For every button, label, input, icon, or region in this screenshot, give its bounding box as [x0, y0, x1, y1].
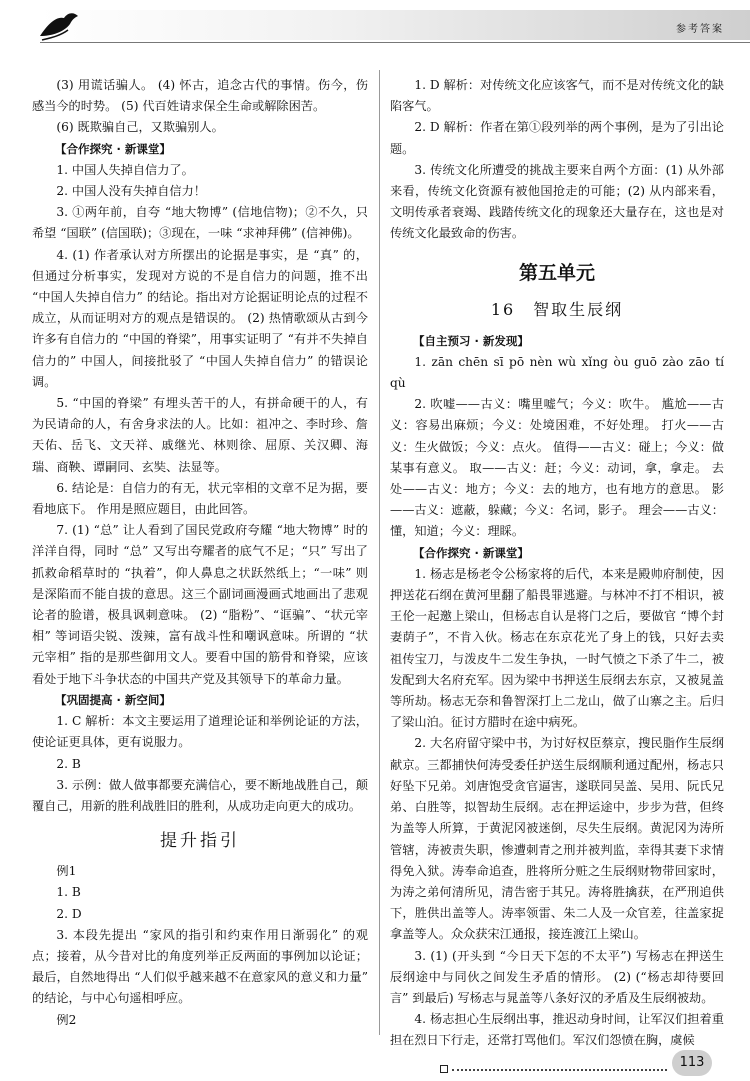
- answer-paragraph: (6) 既欺骗自己，又欺骗别人。: [56, 120, 224, 135]
- section-heading: 【自主预习 · 新发现】: [413, 333, 529, 348]
- answer-paragraph: 4. (1) 作者承认对方所摆出的论据是事实，是 “真” 的，但通过分析事实，发现对方说的不是自信力的问题，推不出 “中国人失掉自信力” 的结论。指出对方论据证明论点的过程不成立，从而证明对方的观点是错误的。 (2) 热情歌颂从古到今许多有自信力的 “中国的脊梁”，用事实证明了 “有并不失掉自信力的” 中国人，间接批驳了 “中国人失掉自信力” 的错误论调。: [32, 247, 368, 389]
- answer-paragraph: 2. 大名府留守梁中书，为讨好权臣蔡京，搜民脂作生辰纲献京。三都捕快何涛受委任护送生辰纲顺利通过配州，杨志只好坠下兄弟。刘唐饱受贪官逼害，遂联同吴盖、吴用、阮氏兄弟、白胜等，拟智劫生辰纲。志在押运途中，步步为营，但终为盖等人所算，于黄泥冈被迷倒，尽失生辰纲。黄泥冈为涛所管辖，涛被责失职，惨遭刺青之刑并被判监，幸得其妻下求情得免入狱。涛奉命追查，胜将所分赃之生辰纲财物带回家时，为涛之弟何清所见，清告密于其兄。涛将胜擒获，在严刑追供下，胜供出盖等人。涛率领雷、朱二人及一众官差，往盖家捉拿盖等人。众众获宋江通报，接连渡江上梁山。: [390, 736, 724, 942]
- answer-paragraph: 4. 杨志担心生辰纲出事，推迟动身时间，让军汉们担着重担在烈日下行走，还常打骂他们。军汉们怨愤在胸，虞候: [390, 1012, 724, 1048]
- answer-paragraph: 5. “中国的脊梁” 有埋头苦干的人，有拼命硬干的人，有为民请命的人，有舍身求法的人。比如：祖冲之、李时珍、詹天佑、岳飞、文天祥、戚继光、林则徐、屈原、关汉卿、海瑞、商鞅、谭嗣同、玄奘、法显等。: [32, 396, 368, 474]
- answer-paragraph: 2. D 解析：作者在第①段列举的两个事例，是为了引出论题。: [390, 120, 724, 156]
- answer-paragraph: 1. zān chēn sī pō nèn wù xǐng òu guō zào zāo tí qù: [390, 354, 724, 391]
- section-heading: 【合作探究 · 新课堂】: [413, 545, 529, 560]
- answer-paragraph: 1. B: [56, 885, 81, 900]
- answer-paragraph: 2. 中国人没有失掉自信力！: [56, 184, 206, 199]
- answer-paragraph: (3) 用谎话骗人。 (4) 怀古，追念古代的事情。伤今，伤感当今的时势。 (5) 代百姓请求保全生命或解除困苦。: [32, 78, 368, 114]
- page-number: 113: [672, 1050, 712, 1076]
- answer-paragraph: 6. 结论是：自信力的有无，状元宰相的文章不足为据，要看地底下。 作用是照应题目，由此回答。: [32, 480, 368, 517]
- right-column: [390, 75, 724, 1052]
- column-divider: [379, 70, 380, 1035]
- answer-paragraph: 2. B: [56, 756, 81, 771]
- answer-paragraph: 2. D: [56, 906, 82, 921]
- footer-square-icon: [440, 1065, 448, 1073]
- bird-logo-icon: [34, 6, 84, 46]
- answer-paragraph: 1. D 解析：对传统文化应该客气，而不是对传统文化的缺陷客气。: [390, 78, 724, 114]
- header-band: [40, 10, 750, 40]
- example-label: 例2: [56, 1012, 77, 1027]
- footer-dotted-line: [452, 1069, 667, 1071]
- answer-paragraph: 3. 传统文化所遭受的挑战主要来自两个方面：(1) 从外部来看，传统文化资源有被他国抢走的可能；(2) 从内部来看，文明传承者衰竭、践踏传统文化的现象还大量存在，这也是对传统文化最致命的伤害。: [390, 162, 724, 241]
- answer-paragraph: 2. 吹嘘——古义：嘴里嘘气；今义：吹牛。 尴尬——古义：容易出麻烦；今义：处境困难，不好处理。 打火——古义：生火做饭；今义：点火。 值得——古义：碰上；今义：做某事有意义。 取——古义：赶；今义：动词，拿，拿走。 去处——古义：地方；今义：去的地方，也有地方的意思。 影——古义：遮蔽，躲藏；今义：名词，影子。 理会——古义：懂，知道；今义：理睬。: [390, 397, 724, 539]
- answer-paragraph: 1. C 解析：本文主要运用了道理论证和举例论证的方法，使论证更具体，更有说服力。: [32, 714, 368, 750]
- answer-paragraph: 1. 中国人失掉自信力了。: [56, 162, 194, 177]
- answer-paragraph: 3. 本段先提出 “家风的指引和约束作用日渐弱化” 的观点；接着，从今昔对比的角度列举正反两面的事例加以论证；最后，自然地得出 “人们似乎越来越不在意家风的意义和力量” 的结论，与中心句遥相呼应。: [32, 927, 368, 1006]
- lesson-title: 16 智取生辰纲: [490, 299, 624, 319]
- footer-dots: [440, 1062, 670, 1076]
- answer-paragraph: 3. ①两年前，自夸 “地大物博” (信地信物)；②不久，只希望 “国联” (信国联)；③现在，一味 “求神拜佛” (信神佛)。: [32, 205, 368, 241]
- answer-paragraph: 3. (1) (开头到 “今日天下怎的不太平”) 写杨志在押送生辰纲途中与同伙之间发生矛盾的情形。 (2) (“杨志却待要回言” 到最后) 写杨志与晁盖等八条好汉的矛盾及生辰纲被劫。: [390, 948, 724, 1005]
- unit-title: 第五单元: [518, 261, 595, 284]
- section-heading: 【巩固提高 · 新空间】: [55, 692, 171, 707]
- header-title: 参考答案: [676, 24, 724, 35]
- section-heading: 【合作探究 · 新课堂】: [55, 141, 171, 156]
- page-header: [0, 0, 750, 60]
- answer-paragraph: 3. 示例：做人做事都要充满信心，要不断地战胜自己，颠覆自己，用新的胜利战胜旧的胜利，从成功走向更大的成功。: [32, 777, 368, 813]
- example-label: 例1: [56, 864, 77, 879]
- answer-paragraph: 1. 杨志是杨老令公杨家将的后代，本来是殿帅府制使，因押送花石纲在黄河里翻了船畏罪逃避。与林冲不打不相识，被王伦一起邀上梁山，但杨志自认是将门之后，要做官 “博个封妻荫子”，不肯入伙。杨志在东京花光了身上的钱，只好去卖祖传宝刀，与泼皮牛二发生争执，一时气愤之下杀了牛二，被发配到大名府充军。因为梁中书押送生辰纲去东京，又被晁盖等所劫。杨志无奈和鲁智深打上二龙山，做了山寨之主。后归了梁山泊。征讨方腊时在途中病死。: [390, 566, 724, 730]
- guide-title: 提升指引: [160, 831, 240, 852]
- header-rule: [40, 42, 750, 43]
- answer-paragraph: 7. (1) “总” 让人看到了国民党政府夸耀 “地大物博” 时的洋洋自得，同时 “总” 又写出夸耀者的底气不足；“只” 写出了抓救命稻草时的 “执着”，仰人鼻息之状跃然纸上；“一味” 则是深陷而不能自拔的意思。这三个副词画漫画式地画出了悲观论者的脸谱，极具讽刺意味。 (2) “脂粉”、“诓骗”、“状元宰相” 等词语尖锐、泼辣，富有战斗性和嘲讽意味。所谓的 “状元宰相” 指的是那些御用文人。要看中国的筋骨和脊梁，应该看处于地下斗争状态的中国共产党及其领导下的革命力量。: [32, 523, 368, 686]
- left-column: [32, 75, 368, 1031]
